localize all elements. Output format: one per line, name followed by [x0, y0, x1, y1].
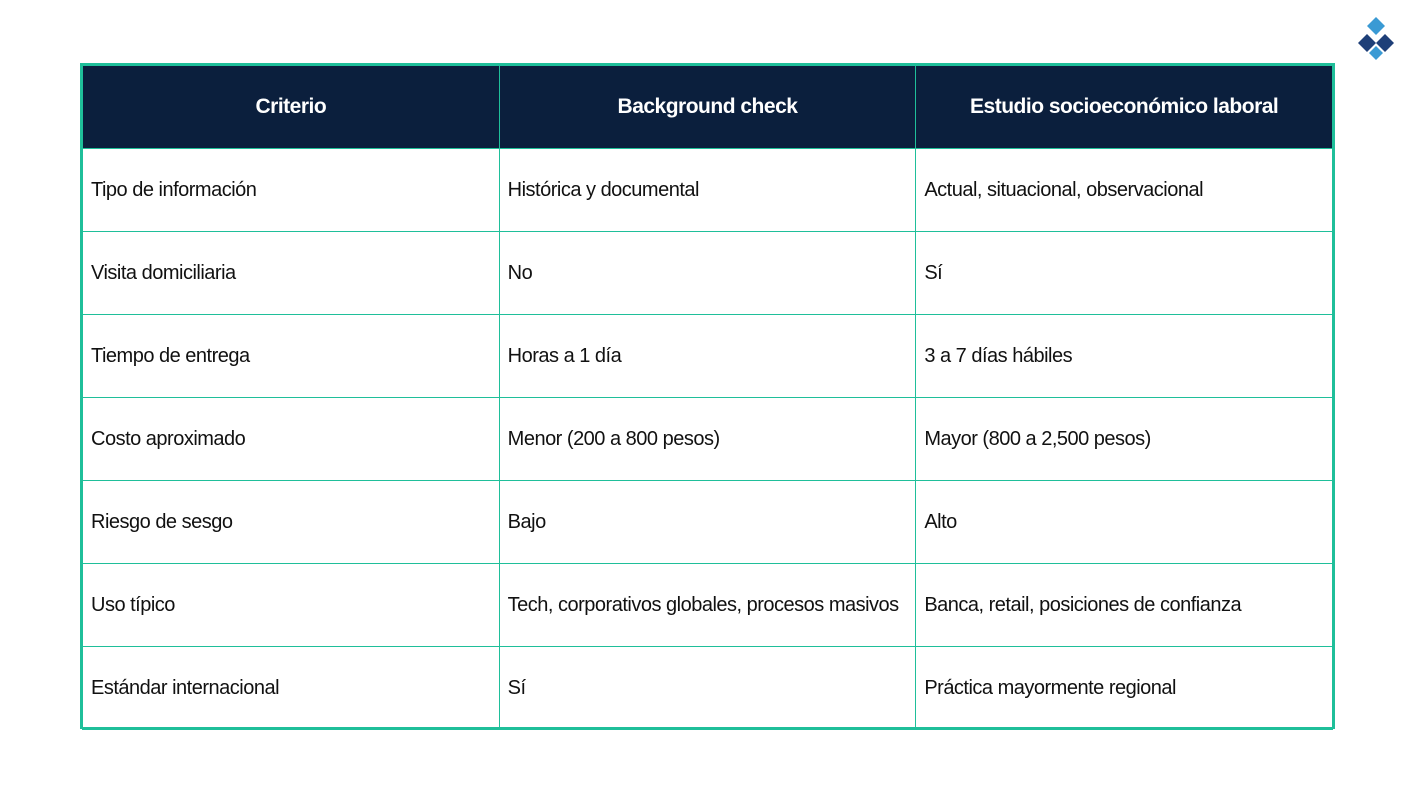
table-cell: Costo aproximado: [83, 398, 500, 481]
table-cell: Banca, retail, posiciones de confianza: [916, 564, 1333, 647]
table-cell: Sí: [916, 232, 1333, 315]
header-background-check: Background check: [499, 66, 916, 149]
table-cell: No: [499, 232, 916, 315]
table-cell: Menor (200 a 800 pesos): [499, 398, 916, 481]
table-cell: 3 a 7 días hábiles: [916, 315, 1333, 398]
comparison-table: [80, 63, 1335, 729]
table-cell: Bajo: [499, 481, 916, 564]
header-estudio-socioeconomico: Estudio socioeconómico laboral: [916, 66, 1333, 149]
table-cell: Actual, situacional, observacional: [916, 149, 1333, 232]
table-cell: Tiempo de entrega: [83, 315, 500, 398]
table-cell: Histórica y documental: [499, 149, 916, 232]
diamond-logo-icon: [1356, 16, 1396, 64]
table-cell: Mayor (800 a 2,500 pesos): [916, 398, 1333, 481]
table-cell: Alto: [916, 481, 1333, 564]
table-cell: Tech, corporativos globales, procesos masivos: [499, 564, 916, 647]
table-row: [83, 647, 1333, 730]
table-header-row: [83, 66, 1333, 149]
table-cell: Horas a 1 día: [499, 315, 916, 398]
table-cell: Uso típico: [83, 564, 500, 647]
table-row: [83, 564, 1333, 647]
table-cell: Tipo de información: [83, 149, 500, 232]
header-criterio: Criterio: [83, 66, 500, 149]
table-row: [83, 481, 1333, 564]
table-row: [83, 232, 1333, 315]
table-cell: Práctica mayormente regional: [916, 647, 1333, 730]
table-cell: Riesgo de sesgo: [83, 481, 500, 564]
table-row: [83, 398, 1333, 481]
table-row: [83, 149, 1333, 232]
table-cell: Sí: [499, 647, 916, 730]
table-cell: Visita domiciliaria: [83, 232, 500, 315]
table-row: [83, 315, 1333, 398]
table-cell: Estándar internacional: [83, 647, 500, 730]
